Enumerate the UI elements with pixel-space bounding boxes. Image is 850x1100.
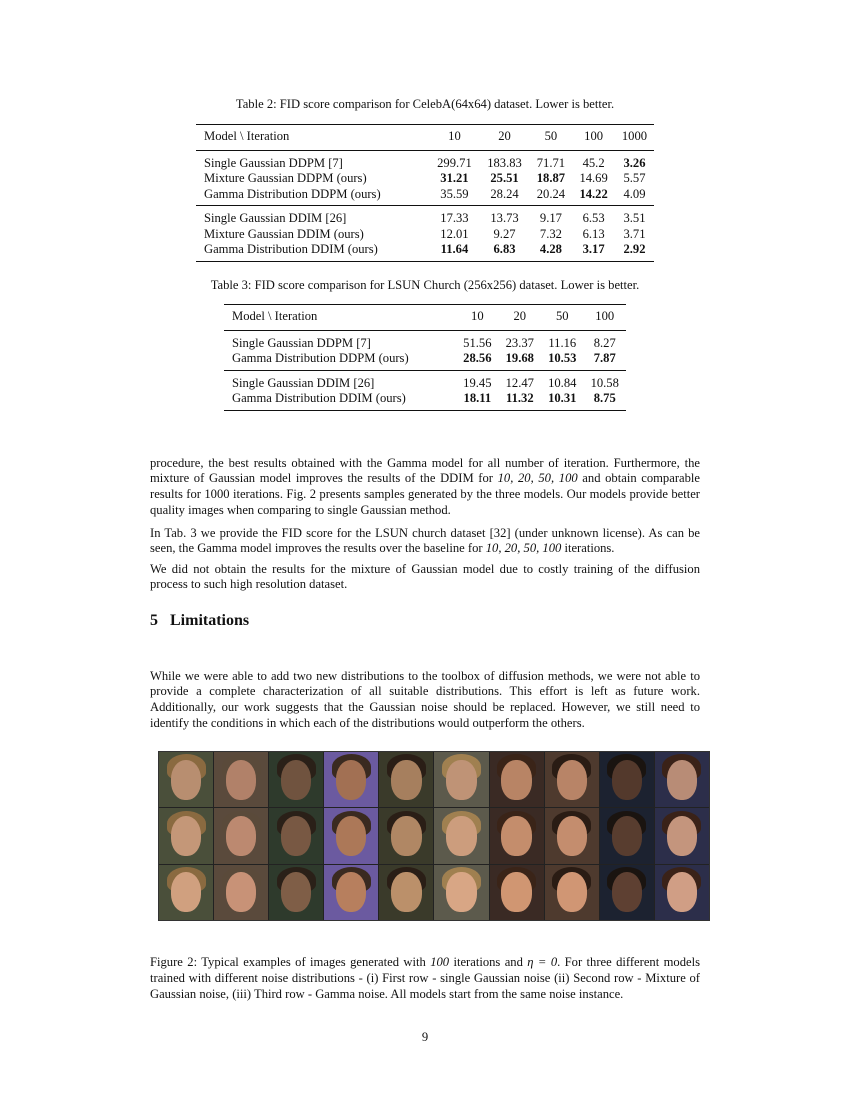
generated-face-image [269, 752, 323, 807]
generated-face-image [600, 752, 654, 807]
table2-model-cell: Single Gaussian DDIM [26] [204, 211, 347, 225]
table3-value-cell: 11.32 [505, 391, 534, 405]
table2-value-cell: 9.17 [539, 211, 562, 225]
face-head [171, 816, 201, 856]
table3-model-cell: Single Gaussian DDIM [26] [232, 375, 375, 390]
table3-row [224, 330, 626, 351]
generated-face-image [159, 865, 213, 920]
table3-value-cell: 10.53 [548, 351, 577, 365]
table3-header-cell: 10 [471, 309, 484, 323]
generated-face-image [269, 808, 323, 863]
face-head [391, 872, 421, 912]
face-head [446, 872, 476, 912]
generated-face-image [379, 865, 433, 920]
table2-value-cell: 31.21 [440, 171, 469, 185]
face-head [336, 872, 366, 912]
table3-row [224, 391, 626, 410]
generated-face-image [545, 808, 599, 863]
generated-face-image [655, 808, 709, 863]
table2-header-cell: 10 [448, 129, 461, 143]
table2-value-cell: 183.83 [487, 155, 522, 170]
table2-value-cell: 7.32 [539, 226, 562, 241]
table2 [196, 124, 654, 262]
table3-header-row [224, 305, 626, 331]
generated-face-image [600, 808, 654, 863]
table3-row [224, 351, 626, 370]
table2-value-cell: 9.27 [493, 226, 516, 241]
table2-row [196, 171, 654, 187]
table2-model-cell: Mixture Gaussian DDPM (ours) [204, 171, 367, 185]
table2-row [196, 206, 654, 227]
table3-value-cell: 11.16 [548, 335, 577, 350]
generated-face-image [434, 865, 488, 920]
face-head [391, 760, 421, 800]
table3-value-cell: 8.75 [593, 391, 616, 405]
table3-model-cell: Gamma Distribution DDPM (ours) [232, 351, 409, 365]
section-number: 5 [150, 612, 158, 629]
table2-value-cell: 4.09 [623, 186, 646, 201]
face-head [557, 872, 587, 912]
table2-value-cell: 3.26 [623, 155, 646, 170]
table3-value-cell: 23.37 [505, 335, 534, 350]
face-head [612, 816, 642, 856]
table2-value-cell: 13.73 [490, 211, 519, 225]
math-span: 10, 20, 50, 100 [485, 541, 562, 556]
table2-value-cell: 4.28 [539, 242, 562, 256]
face-head [446, 760, 476, 800]
table2-value-cell: 2.92 [623, 242, 646, 256]
text-span: In Tab. 3 we provide the FID score for the LSUN church dataset [32] (under unknown license). As can be seen, the Gamma model improves the results over the baseline for [150, 525, 700, 556]
table2-value-cell: 3.71 [623, 226, 646, 241]
table2-value-cell: 20.24 [536, 186, 566, 201]
table3-value-cell: 28.56 [463, 351, 492, 365]
generated-face-image [379, 752, 433, 807]
text-span: Figure 2: Typical examples of images generated with [150, 954, 431, 969]
text-span: and obtain comparable results for 1000 iterations. Fig. 2 presents samples generated by the three models. Our models provide better quality images when comparing to single Gaussian method. [150, 471, 700, 517]
generated-face-image [214, 808, 268, 863]
text-span: iterations and [449, 954, 528, 969]
generated-face-image [490, 865, 544, 920]
table2-value-cell: 14.69 [579, 171, 608, 185]
generated-face-image [490, 808, 544, 863]
generated-face-image [545, 752, 599, 807]
table2-value-cell: 71.71 [536, 155, 566, 170]
generated-face-image [600, 865, 654, 920]
table3-caption: Table 3: FID score comparison for LSUN Church (256x256) dataset. Lower is better. [210, 278, 640, 292]
table2-model-cell: Single Gaussian DDPM [7] [204, 155, 343, 170]
face-head [446, 816, 476, 856]
face-head [336, 760, 366, 800]
table2-value-cell: 5.57 [623, 171, 646, 185]
table2-value-cell: 6.13 [582, 226, 605, 241]
table3-header-cell: 100 [595, 309, 615, 323]
table3-value-cell: 10.31 [548, 391, 577, 405]
generated-face-image [545, 865, 599, 920]
section-title: Limitations [170, 612, 250, 629]
table2-header-cell: Model \ Iteration [204, 129, 290, 143]
table3-header-cell: Model \ Iteration [232, 309, 318, 323]
paragraph-results-lsun [150, 526, 700, 557]
table2-value-cell: 45.2 [582, 155, 605, 170]
table2-value-cell: 299.71 [437, 155, 472, 170]
table2-value-cell: 28.24 [490, 186, 519, 201]
table2-header-row [196, 125, 654, 151]
table2-model-cell: Gamma Distribution DDIM (ours) [204, 242, 378, 256]
paragraph-limitations: While we were able to add two new distributions to the toolbox of diffusion methods, we were not able to provide a complete characterization of all suitable distributions. This effort is left as future work. Additionally, our work suggests that the Gaussian noise should be replaced. However, we still need to identify the conditions in which each of the distributions would outperform the others. [150, 668, 700, 730]
face-head [501, 872, 531, 912]
table2-value-cell: 3.51 [623, 211, 646, 225]
table2-caption: Table 2: FID score comparison for CelebA(64x64) dataset. Lower is better. [235, 97, 615, 111]
table2-value-cell: 3.17 [582, 242, 605, 256]
section-heading [150, 612, 249, 630]
math-span: 10, 20, 50, 100 [497, 471, 578, 486]
generated-face-image [379, 808, 433, 863]
table2-value-cell: 14.22 [579, 186, 608, 201]
table2-row [196, 187, 654, 206]
generated-face-image [490, 752, 544, 807]
face-head [501, 760, 531, 800]
face-head [667, 760, 697, 800]
face-head [501, 816, 531, 856]
paragraph-mixture-note: We did not obtain the results for the mixture of Gaussian model due to costly training of the diffusion process to such high resolution dataset. [150, 561, 700, 592]
generated-face-image [434, 808, 488, 863]
figure-sample-grid [158, 751, 710, 921]
generated-face-image [159, 752, 213, 807]
face-head [281, 872, 311, 912]
face-head [557, 816, 587, 856]
face-head [667, 816, 697, 856]
generated-face-image [324, 752, 378, 807]
face-head [171, 872, 201, 912]
face-head [226, 816, 256, 856]
table2-row [196, 227, 654, 243]
table3-value-cell: 10.58 [590, 375, 619, 390]
generated-face-image [269, 865, 323, 920]
table2-value-cell: 17.33 [440, 211, 469, 225]
math-span: η = 0 [527, 954, 558, 969]
table3-value-cell: 18.11 [463, 391, 492, 405]
table2-value-cell: 6.53 [582, 211, 605, 225]
face-head [336, 816, 366, 856]
table2-row [196, 242, 654, 261]
generated-face-image [214, 865, 268, 920]
page-number: 9 [421, 1030, 429, 1044]
face-head [612, 872, 642, 912]
generated-face-image [214, 752, 268, 807]
table2-row [196, 150, 654, 171]
text-span: . For three different models trained with different noise distributions - (i) First row - single Gaussian noise (ii) Second row - Mixture of Gaussian noise, (iii) Third row - Gamma noise. All models start from the same noise instance. [150, 954, 700, 1001]
table3-value-cell: 7.87 [593, 351, 616, 365]
table3 [224, 304, 626, 411]
face-head [281, 816, 311, 856]
figure2-caption [150, 954, 700, 1002]
table3-model-cell: Single Gaussian DDPM [7] [232, 335, 371, 350]
table2-value-cell: 25.51 [490, 171, 519, 185]
table3-model-cell: Gamma Distribution DDIM (ours) [232, 391, 406, 405]
table3-header-cell: 50 [555, 309, 569, 323]
math-span: 100 [430, 954, 450, 969]
table3-value-cell: 51.56 [463, 335, 492, 350]
face-head [391, 816, 421, 856]
face-head [226, 872, 256, 912]
face-head [281, 760, 311, 800]
table3-value-cell: 19.45 [463, 375, 492, 390]
face-head [557, 760, 587, 800]
generated-face-image [159, 808, 213, 863]
table3-header-cell: 20 [513, 309, 527, 323]
text-span: procedure, the best results obtained with the Gamma model for all number of iteration. Furthermore, the mixture of Gaussian model improves the results of the DDIM for [150, 455, 700, 486]
face-head [171, 760, 201, 800]
generated-face-image [655, 752, 709, 807]
text-span: iterations. [561, 541, 615, 556]
table2-model-cell: Mixture Gaussian DDIM (ours) [204, 226, 364, 241]
table3-value-cell: 8.27 [593, 335, 616, 350]
table2-header-cell: 50 [544, 129, 558, 143]
table2-value-cell: 18.87 [536, 171, 566, 185]
table3-value-cell: 10.84 [548, 375, 577, 390]
table2-value-cell: 6.83 [493, 242, 516, 256]
table3-value-cell: 12.47 [505, 375, 534, 390]
table2-header-cell: 100 [584, 129, 604, 143]
table2-header-cell: 20 [498, 129, 511, 143]
table2-header-cell: 1000 [621, 129, 648, 143]
table3-row [224, 370, 626, 391]
face-head [667, 872, 697, 912]
paragraph-results-celeba [150, 456, 700, 519]
generated-face-image [324, 865, 378, 920]
table2-value-cell: 35.59 [440, 186, 469, 201]
face-head [612, 760, 642, 800]
table2-value-cell: 11.64 [440, 242, 469, 256]
generated-face-image [655, 865, 709, 920]
table2-model-cell: Gamma Distribution DDPM (ours) [204, 186, 381, 201]
table2-value-cell: 12.01 [440, 226, 469, 241]
generated-face-image [434, 752, 488, 807]
face-head [226, 760, 256, 800]
generated-face-image [324, 808, 378, 863]
table3-value-cell: 19.68 [505, 351, 534, 365]
